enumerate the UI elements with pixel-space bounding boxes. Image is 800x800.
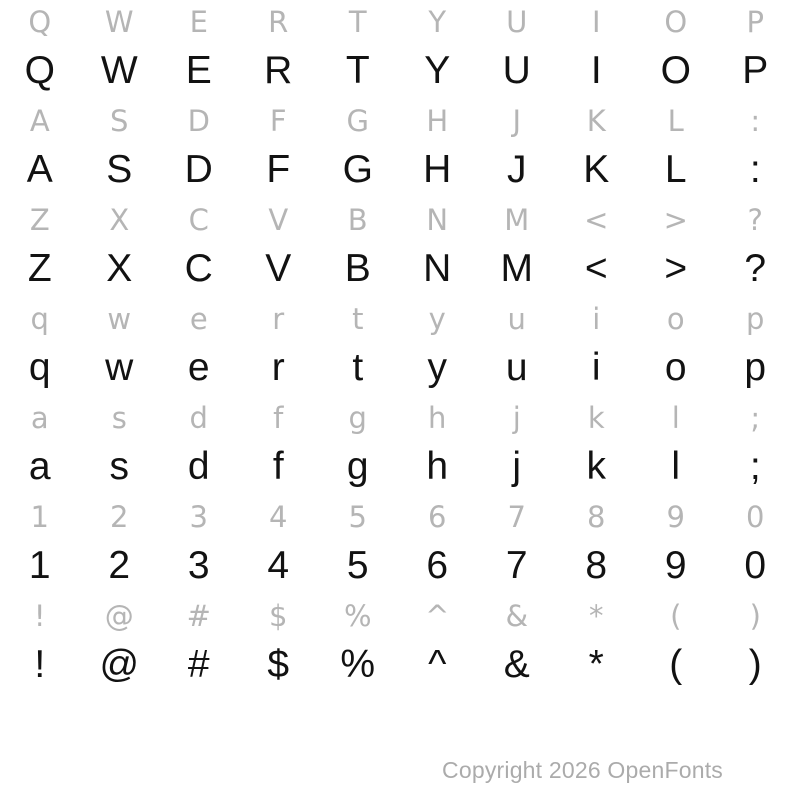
glyph-cell: D: [184, 148, 213, 192]
glyph-cell: X: [109, 202, 130, 237]
glyph-cell: t: [352, 301, 364, 336]
glyph-cell: ): [749, 598, 761, 633]
glyph-cell: e: [189, 301, 208, 336]
glyph-cell: l: [671, 445, 681, 489]
glyph-cell: %: [343, 598, 372, 633]
glyph-cell: ?: [747, 202, 763, 237]
glyph-cell: j: [512, 445, 522, 489]
glyph-cell: E: [189, 4, 208, 39]
glyph-cell: W: [104, 4, 134, 39]
glyph-cell: r: [272, 301, 285, 336]
glyph-cell: i: [591, 346, 601, 390]
glyph-cell: a: [30, 400, 49, 435]
glyph-cell: #: [187, 643, 210, 687]
glyph-cell: 3: [189, 499, 208, 534]
glyph-cell: I: [591, 4, 601, 39]
glyph-cell: g: [348, 400, 367, 435]
glyph-cell: B: [344, 247, 371, 291]
glyph-cell: k: [587, 400, 605, 435]
specimen-row-bottom-row-uppercase-black: [0, 245, 795, 295]
glyph-cell: O: [660, 49, 691, 93]
specimen-row-home-row-uppercase-gray: [0, 96, 795, 146]
glyph-cell: ^: [428, 643, 447, 687]
glyph-cell: g: [346, 445, 369, 489]
glyph-cell: %: [340, 643, 376, 687]
glyph-cell: R: [264, 49, 293, 93]
glyph-cell: (: [669, 643, 683, 687]
glyph-cell: 1: [30, 499, 49, 534]
specimen-row-home-row-lowercase-black: [0, 443, 795, 493]
glyph-cell: q: [28, 346, 51, 390]
glyph-cell: Y: [428, 4, 447, 39]
glyph-cell: h: [428, 400, 447, 435]
glyph-cell: J: [512, 103, 522, 138]
glyph-cell: t: [352, 346, 364, 390]
glyph-cell: &: [505, 598, 529, 633]
copyright-text: Copyright 2026 OpenFonts: [442, 757, 723, 783]
glyph-cell: *: [588, 643, 604, 687]
glyph-cell: A: [29, 103, 50, 138]
glyph-cell: j: [512, 400, 521, 435]
glyph-cell: 9: [666, 499, 685, 534]
glyph-cell: s: [111, 400, 127, 435]
glyph-cell: ?: [744, 247, 767, 291]
glyph-cell: N: [423, 247, 452, 291]
glyph-cell: C: [188, 202, 209, 237]
glyph-cell: M: [504, 202, 530, 237]
specimen-row-digits-black: [0, 542, 795, 592]
glyph-cell: P: [742, 49, 769, 93]
glyph-cell: Q: [28, 4, 52, 39]
glyph-cell: l: [671, 400, 680, 435]
glyph-cell: V: [268, 202, 289, 237]
glyph-cell: ^: [425, 598, 450, 633]
glyph-cell: (: [670, 598, 682, 633]
specimen-row-home-row-lowercase-gray: [0, 393, 795, 443]
glyph-cell: 9: [664, 544, 687, 588]
glyph-cell: u: [505, 346, 528, 390]
glyph-cell: $: [269, 598, 288, 633]
glyph-cell: f: [273, 400, 284, 435]
glyph-cell: h: [426, 445, 449, 489]
specimen-row-top-row-uppercase-black: [0, 47, 795, 97]
glyph-cell: 5: [346, 544, 369, 588]
glyph-cell: !: [33, 598, 46, 633]
glyph-cell: 6: [426, 544, 449, 588]
glyph-cell: H: [423, 148, 452, 192]
glyph-cell: 0: [746, 499, 765, 534]
glyph-cell: Z: [29, 202, 50, 237]
glyph-cell: y: [428, 301, 446, 336]
glyph-cell: Q: [24, 49, 55, 93]
glyph-cell: 8: [587, 499, 606, 534]
glyph-cell: d: [187, 445, 210, 489]
glyph-cell: E: [185, 49, 212, 93]
glyph-cell: <: [584, 202, 609, 237]
specimen-row-top-row-uppercase-gray: [0, 0, 795, 47]
glyph-cell: J: [507, 148, 527, 192]
glyph-cell: e: [187, 346, 210, 390]
glyph-cell: A: [26, 148, 53, 192]
glyph-cell: 2: [110, 499, 129, 534]
glyph-cell: L: [664, 148, 687, 192]
specimen-row-home-row-uppercase-black: [0, 146, 795, 196]
glyph-cell: 4: [267, 544, 290, 588]
glyph-cell: ): [748, 643, 762, 687]
glyph-cell: H: [426, 103, 449, 138]
glyph-cell: 7: [507, 499, 526, 534]
glyph-cell: w: [107, 301, 132, 336]
glyph-cell: K: [583, 148, 610, 192]
specimen-row-top-row-lowercase-black: [0, 344, 795, 394]
glyph-cell: N: [426, 202, 449, 237]
glyph-cell: :: [749, 148, 761, 192]
glyph-cell: 4: [269, 499, 288, 534]
glyph-cell: q: [30, 301, 49, 336]
glyph-cell: O: [664, 4, 688, 39]
glyph-cell: L: [667, 103, 684, 138]
glyph-cell: >: [664, 247, 688, 291]
glyph-cell: r: [271, 346, 285, 390]
glyph-cell: s: [109, 445, 129, 489]
glyph-cell: Y: [424, 49, 451, 93]
glyph-cell: @: [104, 598, 134, 633]
glyph-cell: @: [99, 643, 140, 687]
glyph-cell: !: [34, 643, 46, 687]
glyph-cell: u: [507, 301, 526, 336]
glyph-cell: &: [503, 643, 530, 687]
specimen-row-top-row-lowercase-gray: [0, 294, 795, 344]
glyph-cell: 0: [744, 544, 767, 588]
glyph-cell: D: [187, 103, 210, 138]
glyph-cell: 1: [28, 544, 51, 588]
glyph-cell: k: [586, 445, 606, 489]
glyph-cell: 7: [505, 544, 528, 588]
glyph-cell: U: [502, 49, 531, 93]
glyph-cell: I: [590, 49, 602, 93]
glyph-cell: i: [592, 301, 601, 336]
glyph-cell: G: [346, 103, 369, 138]
glyph-cell: M: [500, 247, 533, 291]
glyph-cell: p: [744, 346, 767, 390]
glyph-cell: 6: [428, 499, 447, 534]
glyph-cell: ;: [749, 445, 761, 489]
glyph-cell: F: [266, 148, 291, 192]
glyph-cell: T: [348, 4, 367, 39]
glyph-cell: ;: [750, 400, 761, 435]
glyph-cell: Z: [27, 247, 52, 291]
glyph-cell: P: [746, 4, 764, 39]
glyph-cell: a: [28, 445, 51, 489]
glyph-cell: T: [345, 49, 370, 93]
glyph-cell: $: [267, 643, 290, 687]
glyph-cell: 8: [585, 544, 608, 588]
glyph-cell: <: [584, 247, 608, 291]
glyph-cell: S: [106, 148, 133, 192]
specimen-row-bottom-row-uppercase-gray: [0, 195, 795, 245]
glyph-cell: #: [186, 598, 211, 633]
glyph-cell: 3: [187, 544, 210, 588]
glyph-cell: 2: [108, 544, 131, 588]
glyph-cell: X: [106, 247, 133, 291]
glyph-cell: G: [342, 148, 373, 192]
glyph-cell: W: [100, 49, 138, 93]
glyph-cell: >: [663, 202, 688, 237]
glyph-cell: B: [347, 202, 368, 237]
specimen-row-digits-gray: [0, 492, 795, 542]
glyph-cell: o: [666, 301, 685, 336]
glyph-cell: V: [265, 247, 292, 291]
glyph-cell: o: [664, 346, 687, 390]
glyph-cell: U: [506, 4, 528, 39]
glyph-cell: C: [184, 247, 213, 291]
glyph-cell: F: [269, 103, 287, 138]
glyph-cell: *: [589, 598, 604, 633]
glyph-cell: :: [750, 103, 761, 138]
glyph-cell: S: [110, 103, 129, 138]
glyph-cell: f: [272, 445, 284, 489]
specimen-row-shift-symbols-black: [0, 641, 795, 691]
glyph-cell: d: [189, 400, 208, 435]
glyph-cell: w: [105, 346, 134, 390]
glyph-cell: y: [427, 346, 447, 390]
glyph-cell: p: [746, 301, 765, 336]
specimen-row-shift-symbols-gray: [0, 591, 795, 641]
glyph-cell: K: [586, 103, 606, 138]
glyph-cell: 5: [348, 499, 367, 534]
glyph-cell: R: [268, 4, 289, 39]
